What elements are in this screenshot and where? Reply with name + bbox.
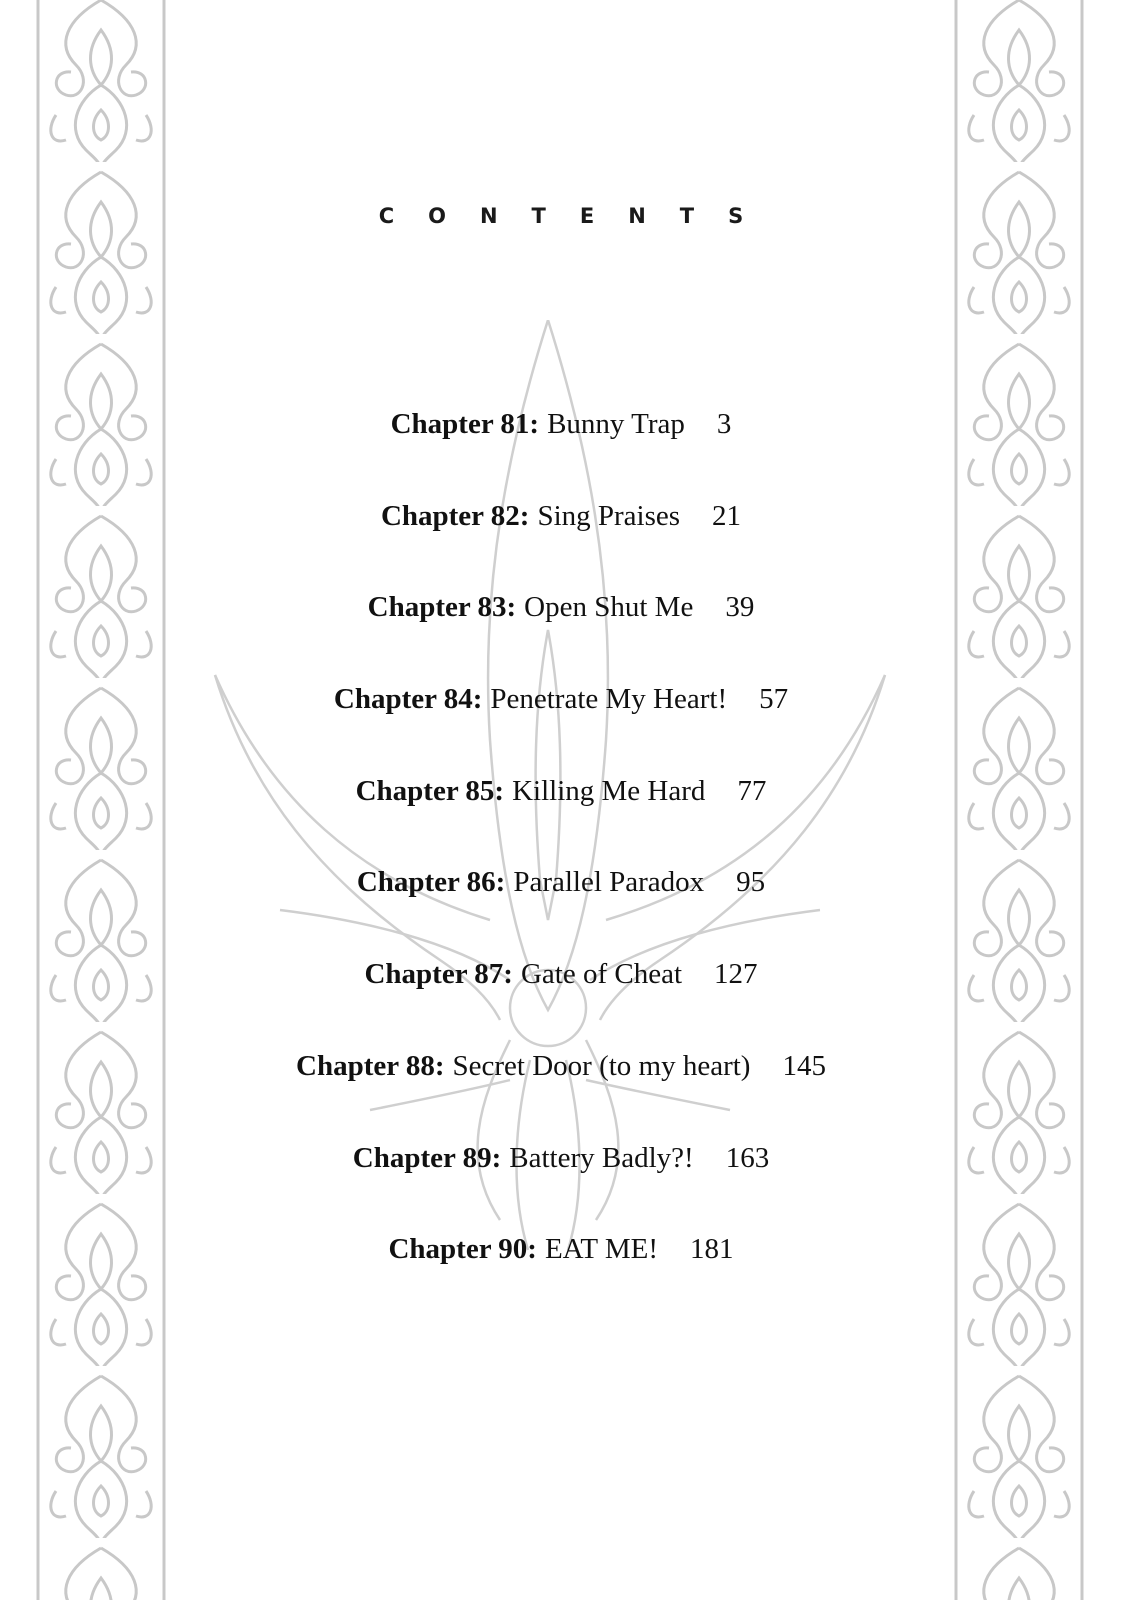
toc-entry-86 — [0, 866, 1122, 958]
toc-entry-90 — [0, 1233, 1122, 1325]
toc-entry-81 — [0, 408, 1122, 500]
toc-page-number: 163 — [725, 1141, 770, 1174]
toc-chapter-title: Secret Door (to my heart) — [452, 1049, 751, 1082]
toc-chapter-number: Chapter 89: — [352, 1141, 502, 1174]
toc-chapter-number: Chapter 90: — [388, 1233, 537, 1266]
toc-chapter-number: Chapter 86: — [356, 866, 506, 899]
toc-entry-84 — [0, 683, 1122, 775]
toc-entry-89 — [0, 1142, 1122, 1234]
toc-chapter-number: Chapter 85: — [355, 774, 505, 807]
toc-page-number: 57 — [759, 683, 789, 716]
toc-page-number: 181 — [690, 1233, 734, 1266]
toc-page-number: 77 — [737, 774, 767, 807]
toc-chapter-title: Open Shut Me — [524, 591, 694, 624]
toc-chapter-number: Chapter 84: — [333, 683, 483, 716]
toc-chapter-title: Parallel Paradox — [513, 866, 705, 899]
toc-chapter-number: Chapter 88: — [296, 1049, 445, 1082]
toc-page-number: 21 — [712, 499, 742, 532]
toc-chapter-title: Gate of Cheat — [520, 958, 683, 991]
toc-entry-88 — [0, 1050, 1122, 1142]
toc-chapter-title: Bunny Trap — [547, 408, 685, 440]
toc-page-number: 95 — [736, 866, 766, 899]
toc-chapter-number: Chapter 81: — [390, 408, 540, 440]
page-title: CONTENTS — [378, 204, 778, 228]
toc-page-number: 145 — [782, 1049, 826, 1082]
toc-entry-85 — [0, 775, 1122, 867]
toc-page-number: 127 — [714, 958, 758, 991]
toc-entry-82 — [0, 500, 1122, 592]
toc-chapter-title: EAT ME! — [544, 1233, 659, 1266]
toc-chapter-number: Chapter 83: — [367, 591, 517, 624]
toc-chapter-number: Chapter 82: — [380, 499, 530, 532]
toc-chapter-title: Killing Me Hard — [512, 774, 706, 807]
toc-chapter-title: Penetrate My Heart! — [490, 683, 728, 716]
table-of-contents — [0, 408, 1122, 1325]
toc-entry-87 — [0, 958, 1122, 1050]
toc-chapter-number: Chapter 87: — [364, 958, 513, 991]
toc-chapter-title: Sing Praises — [537, 499, 681, 532]
toc-page-number: 39 — [725, 591, 755, 624]
toc-page-number: 3 — [716, 408, 732, 440]
toc-chapter-title: Battery Badly?! — [509, 1141, 694, 1174]
toc-entry-83 — [0, 591, 1122, 683]
